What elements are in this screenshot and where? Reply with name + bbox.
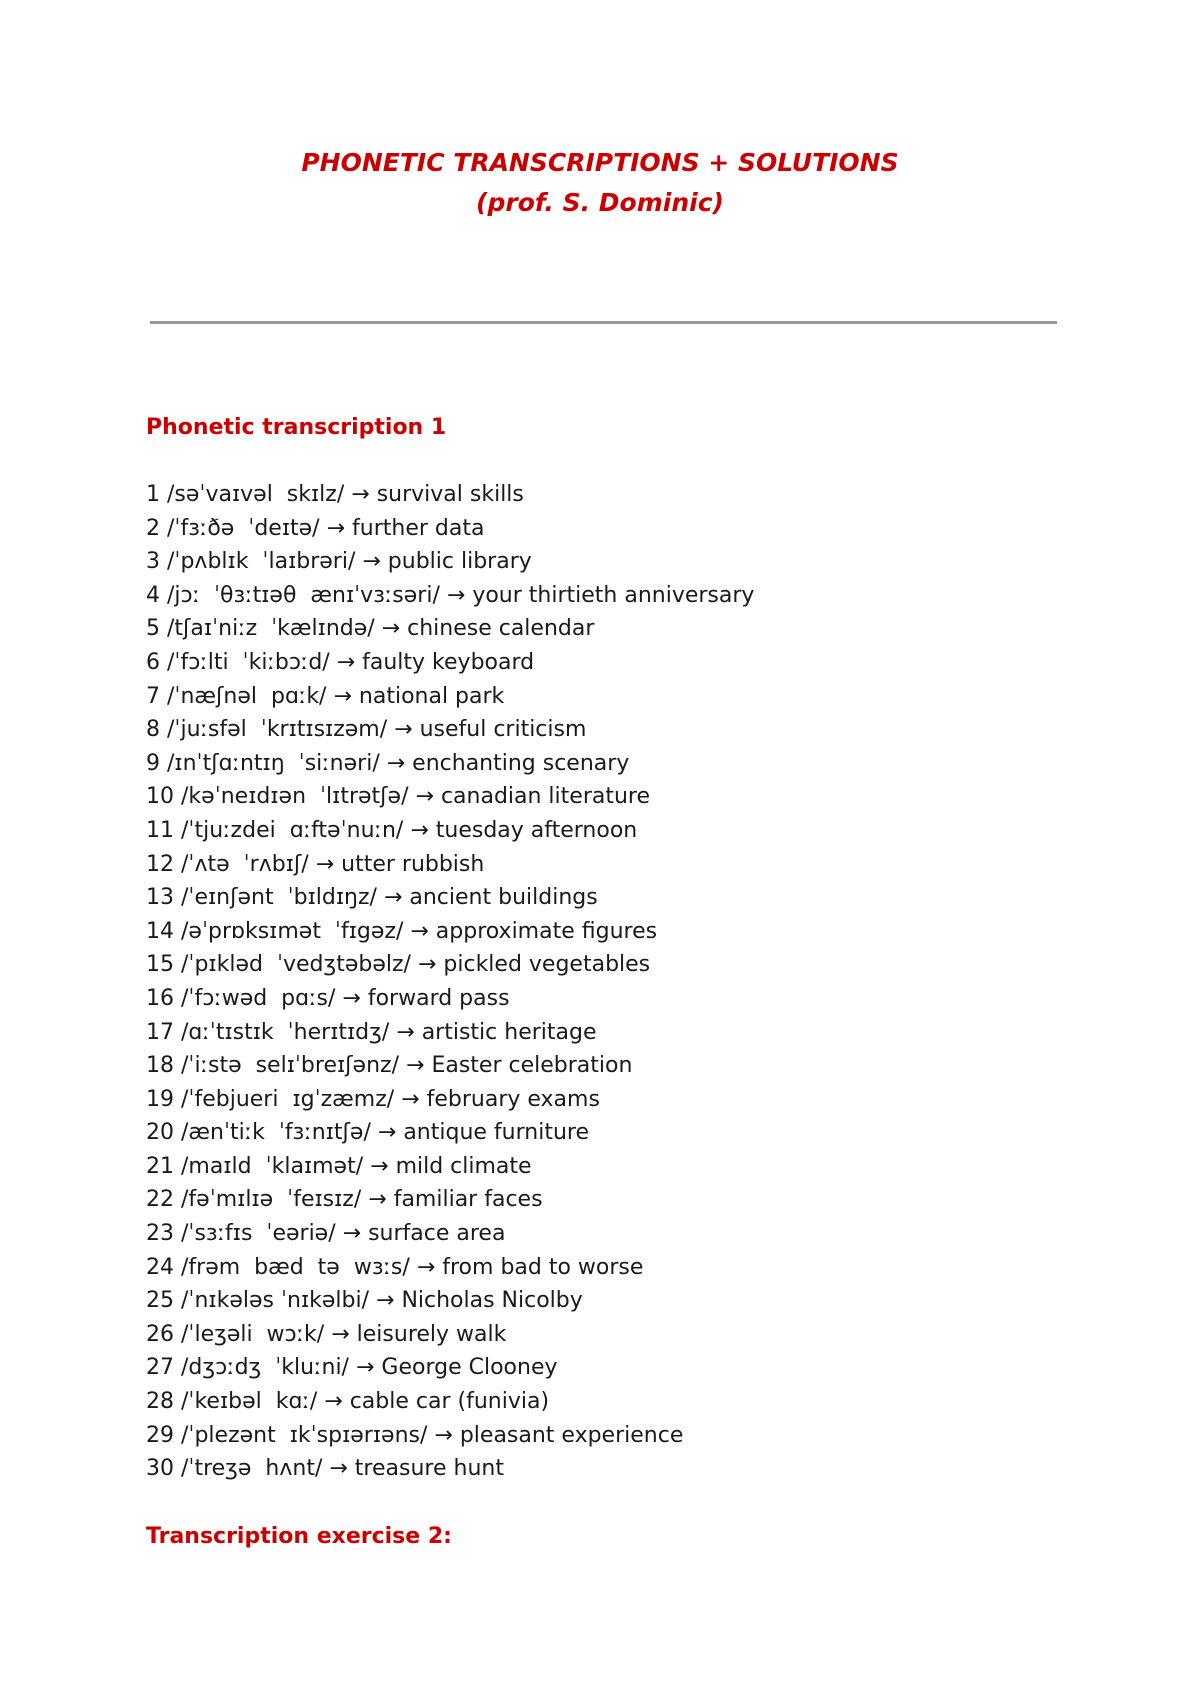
entry-number: 22 xyxy=(146,1187,174,1213)
entry-number: 19 xyxy=(146,1086,174,1112)
entry-answer: artistic heritage xyxy=(421,1019,597,1045)
entry-ipa: /ˈʌtə ˈrʌbɪʃ/ xyxy=(181,851,309,877)
entry-number: 3 xyxy=(146,549,160,575)
transcription-entry xyxy=(146,579,754,613)
arrow-icon: → xyxy=(386,750,406,776)
entry-answer: survival skills xyxy=(376,482,524,507)
entry-ipa: /ænˈtiːk ˈfɜːnɪtʃə/ xyxy=(181,1120,371,1146)
transcription-entry xyxy=(146,1251,754,1285)
entry-answer: antique furniture xyxy=(403,1120,589,1146)
entry-answer: Nicholas Nicolby xyxy=(401,1288,583,1314)
entry-ipa: /fəˈmɪlɪə ˈfeɪsɪz/ xyxy=(181,1187,362,1213)
transcription-entry xyxy=(146,1016,754,1050)
entry-answer: familiar faces xyxy=(393,1187,543,1213)
transcription-entry xyxy=(146,1284,754,1318)
entry-answer: ancient buildings xyxy=(409,885,598,911)
entry-number: 21 xyxy=(146,1153,174,1179)
transcription-entry xyxy=(146,1049,754,1083)
entry-answer: from bad to worse xyxy=(442,1254,644,1280)
entry-ipa: /frəm bæd tə wɜːs/ xyxy=(181,1254,410,1280)
entry-number: 24 xyxy=(146,1254,174,1280)
arrow-icon: → xyxy=(396,1019,415,1045)
arrow-icon: → xyxy=(331,1321,350,1347)
arrow-icon: → xyxy=(401,1086,420,1112)
entry-ipa: /ˈpʌblɪk ˈlaɪbrəri/ xyxy=(167,549,356,575)
section-heading-1: Phonetic transcription 1 xyxy=(146,415,447,440)
entry-answer: mild climate xyxy=(395,1153,532,1179)
entry-answer: public library xyxy=(387,549,532,575)
transcription-entry xyxy=(146,646,754,680)
entry-number: 4 xyxy=(146,582,160,608)
transcription-entry xyxy=(146,1150,754,1184)
transcription-entry xyxy=(146,747,754,781)
transcription-entry xyxy=(146,612,754,646)
arrow-icon: → xyxy=(381,616,401,642)
arrow-icon: → xyxy=(410,918,429,944)
arrow-icon: → xyxy=(415,784,434,810)
entry-answer: Easter celebration xyxy=(431,1053,633,1079)
transcription-entry xyxy=(146,545,754,579)
entry-answer: utter rubbish xyxy=(341,851,485,877)
entry-ipa: /dʒɔːdʒ ˈkluːni/ xyxy=(181,1355,349,1381)
transcription-entry xyxy=(146,780,754,814)
entry-ipa: /ˈkeɪbəl kɑː/ xyxy=(181,1389,318,1415)
transcription-entry xyxy=(146,948,754,982)
entry-ipa: /əˈprɒksɪmət ˈfɪgəz/ xyxy=(181,918,404,944)
entry-answer: treasure hunt xyxy=(354,1456,504,1482)
entry-number: 14 xyxy=(146,918,174,944)
entry-ipa: /ˈjuːsfəl ˈkrɪtɪsɪzəm/ xyxy=(167,717,388,743)
entry-number: 7 xyxy=(146,683,160,709)
arrow-icon: → xyxy=(329,1456,348,1482)
entry-ipa: /ˈnæʃnəl pɑːk/ xyxy=(167,683,327,709)
entry-ipa: /jɔː ˈθɜːtɪəθ ænɪˈvɜːsəri/ xyxy=(167,582,440,608)
arrow-icon: → xyxy=(355,1355,375,1381)
transcription-entry xyxy=(146,1217,754,1251)
entry-ipa: /ˈtreʒə hʌnt/ xyxy=(181,1456,323,1482)
transcription-entry xyxy=(146,1385,754,1419)
entry-answer: cable car (funivia) xyxy=(349,1389,550,1415)
arrow-icon: → xyxy=(410,817,429,843)
transcription-entry xyxy=(146,478,754,512)
arrow-icon: → xyxy=(342,1221,362,1247)
entry-number: 5 xyxy=(146,616,160,642)
arrow-icon: → xyxy=(377,1120,397,1146)
entry-number: 16 xyxy=(146,985,174,1011)
entry-number: 26 xyxy=(146,1321,174,1347)
arrow-icon: → xyxy=(324,1389,343,1415)
arrow-icon: → xyxy=(416,1254,436,1280)
transcription-entry xyxy=(146,1116,754,1150)
entry-number: 17 xyxy=(146,1019,174,1045)
entry-number: 1 xyxy=(146,482,160,507)
entry-number: 15 xyxy=(146,952,174,978)
section-heading-2: Transcription exercise 2: xyxy=(146,1524,452,1549)
entry-ipa: /maɪld ˈklaɪmət/ xyxy=(181,1153,364,1179)
entry-number: 9 xyxy=(146,750,160,776)
entry-answer: faulty keyboard xyxy=(362,649,535,675)
entry-ipa: /ˈleʒəli wɔːk/ xyxy=(181,1321,325,1347)
entry-number: 13 xyxy=(146,885,174,911)
entry-number: 6 xyxy=(146,649,160,675)
entry-ipa: /ˈeɪnʃənt ˈbɪldɪŋz/ xyxy=(181,885,377,911)
entry-answer: approximate figures xyxy=(435,918,658,944)
document-title: PHONETIC TRANSCRIPTIONS + SOLUTIONS xyxy=(301,148,899,177)
entry-number: 30 xyxy=(146,1456,174,1482)
entry-ipa: /ˈnɪkələs ˈnɪkəlbi/ xyxy=(181,1288,369,1314)
entry-ipa: /ˈfɔːlti ˈkiːbɔːd/ xyxy=(167,649,330,675)
entry-answer: surface area xyxy=(368,1221,506,1247)
transcription-entry xyxy=(146,1318,754,1352)
entry-number: 28 xyxy=(146,1389,174,1415)
entry-answer: february exams xyxy=(426,1086,600,1112)
entry-number: 23 xyxy=(146,1221,174,1247)
entry-answer: canadian literature xyxy=(440,784,651,810)
transcription-entry xyxy=(146,512,754,546)
arrow-icon: → xyxy=(383,885,403,911)
arrow-icon: → xyxy=(394,717,413,743)
entry-number: 27 xyxy=(146,1355,174,1381)
arrow-icon: → xyxy=(446,582,466,608)
transcription-entry xyxy=(146,982,754,1016)
entry-ipa: /ˈsɜːfɪs ˈeəriə/ xyxy=(181,1221,336,1247)
entry-number: 25 xyxy=(146,1288,174,1314)
entry-answer: national park xyxy=(358,683,505,709)
transcription-entry xyxy=(146,1452,754,1486)
arrow-icon: → xyxy=(362,549,381,575)
entry-ipa: /ˈfebjueri ɪgˈzæmz/ xyxy=(181,1086,395,1112)
arrow-icon: → xyxy=(376,1288,395,1314)
entry-answer: your thirtieth anniversary xyxy=(472,582,755,608)
entry-number: 29 xyxy=(146,1422,174,1448)
entry-number: 2 xyxy=(146,515,160,541)
entry-ipa: /səˈvaɪvəl skɪlz/ xyxy=(167,482,345,507)
entry-answer: George Clooney xyxy=(381,1355,558,1381)
arrow-icon: → xyxy=(326,515,346,541)
transcription-entry xyxy=(146,814,754,848)
transcription-entry xyxy=(146,1183,754,1217)
arrow-icon: → xyxy=(315,851,335,877)
entry-ipa: /tʃaɪˈniːz ˈkælɪndə/ xyxy=(167,616,375,642)
arrow-icon: → xyxy=(370,1153,389,1179)
horizontal-rule xyxy=(150,321,1057,324)
transcription-entry xyxy=(146,881,754,915)
entry-number: 8 xyxy=(146,717,160,743)
transcription-entry xyxy=(146,713,754,747)
document-subtitle: (prof. S. Dominic) xyxy=(476,188,724,217)
entry-number: 12 xyxy=(146,851,174,877)
entry-answer: tuesday afternoon xyxy=(435,817,638,843)
entry-number: 11 xyxy=(146,817,174,843)
entry-answer: chinese calendar xyxy=(407,616,595,642)
transcription-list xyxy=(146,478,754,1486)
transcription-entry xyxy=(146,848,754,882)
transcription-entry xyxy=(146,915,754,949)
entry-ipa: /ɑːˈtɪstɪk ˈherɪtɪdʒ/ xyxy=(181,1019,390,1045)
transcription-entry xyxy=(146,1351,754,1385)
entry-answer: further data xyxy=(352,515,485,541)
entry-answer: forward pass xyxy=(367,985,510,1011)
transcription-entry xyxy=(146,680,754,714)
entry-answer: enchanting scenary xyxy=(412,750,630,776)
entry-ipa: /ˈfɜːðə ˈdeɪtə/ xyxy=(167,515,320,541)
entry-ipa: /kəˈneɪdɪən ˈlɪtrətʃə/ xyxy=(181,784,409,810)
entry-number: 10 xyxy=(146,784,174,810)
entry-number: 18 xyxy=(146,1053,174,1079)
arrow-icon: → xyxy=(417,952,437,978)
entry-ipa: /ˈpɪkləd ˈvedʒtəbəlz/ xyxy=(181,952,411,978)
entry-number: 20 xyxy=(146,1120,174,1146)
entry-answer: leisurely walk xyxy=(356,1321,507,1347)
arrow-icon: → xyxy=(406,1053,425,1079)
arrow-icon: → xyxy=(342,985,361,1011)
arrow-icon: → xyxy=(336,649,356,675)
arrow-icon: → xyxy=(434,1422,453,1448)
arrow-icon: → xyxy=(368,1187,387,1213)
arrow-icon: → xyxy=(333,683,352,709)
entry-ipa: /ˈtjuːzdei ɑːftəˈnuːn/ xyxy=(181,817,404,843)
transcription-entry xyxy=(146,1419,754,1453)
entry-ipa: /ɪnˈtʃɑːntɪŋ ˈsiːnəri/ xyxy=(167,750,380,776)
transcription-entry xyxy=(146,1083,754,1117)
entry-answer: pleasant experience xyxy=(459,1422,684,1448)
entry-answer: useful criticism xyxy=(419,717,587,743)
entry-ipa: /ˈplezənt ɪkˈspɪərɪəns/ xyxy=(181,1422,428,1448)
entry-ipa: /ˈfɔːwəd pɑːs/ xyxy=(181,985,336,1011)
entry-answer: pickled vegetables xyxy=(443,952,651,978)
arrow-icon: → xyxy=(351,482,370,507)
entry-ipa: /ˈiːstə selɪˈbreɪʃənz/ xyxy=(181,1053,399,1079)
